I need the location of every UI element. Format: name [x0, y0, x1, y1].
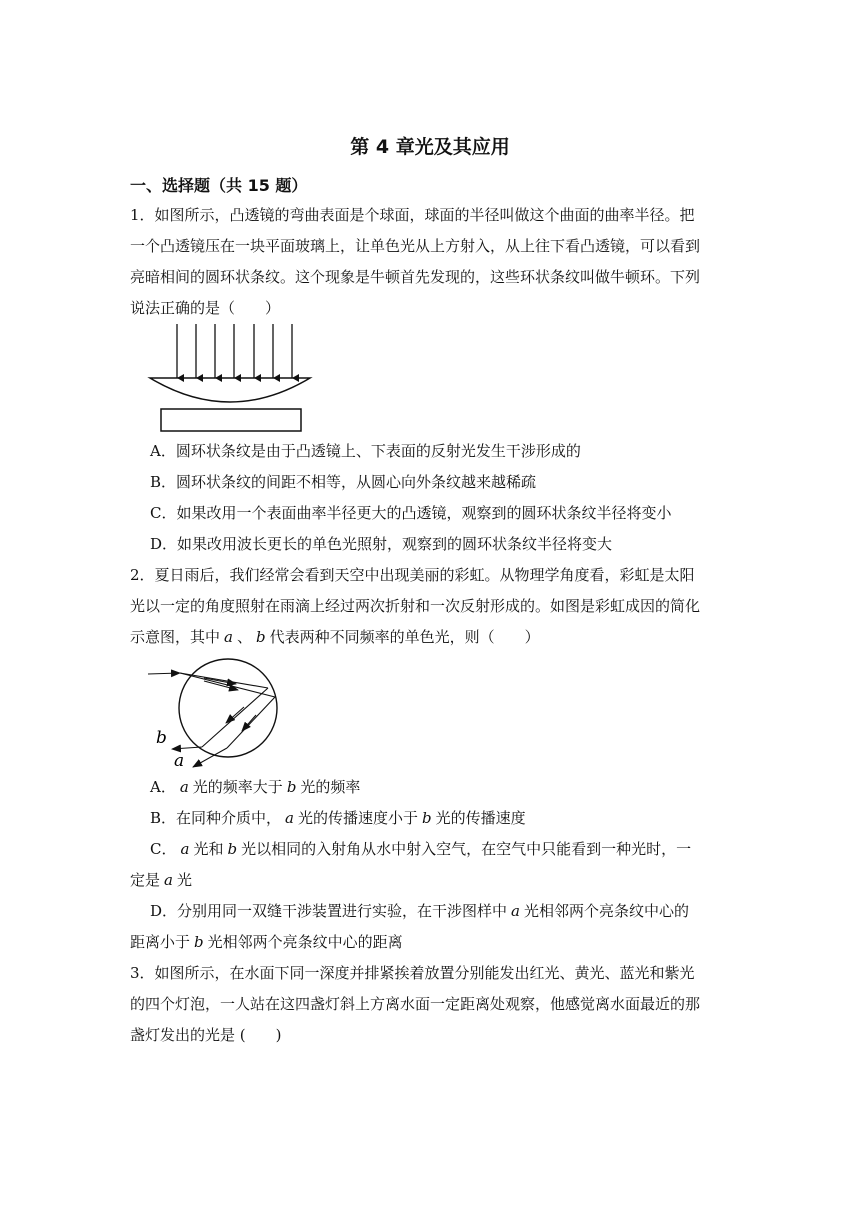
rainbow-raindrop-figure [144, 657, 304, 772]
q2-text: 示意图，其中 [130, 628, 221, 646]
question-1-line: 亮暗相间的圆环状条纹。这个现象是牛顿首先发现的，这些环状条纹叫做牛顿环。下列 [130, 268, 701, 286]
question-2-line: 2．夏日雨后，我们经常会看到天空中出现美丽的彩虹。从物理学角度看，彩虹是太阳 [130, 566, 695, 584]
variable-a: a [285, 809, 294, 827]
question-1-option-b: B．圆环状条纹的间距不相等，从圆心向外条纹越来越稀疏 [150, 473, 537, 491]
newton-rings-figure [146, 320, 316, 435]
q2-option-text: D．分别用同一双缝干涉装置进行实验，在干涉图样中 [150, 902, 508, 920]
question-3-line: 的四个灯泡，一人站在这四盏灯斜上方离水面一定距离处观察，他感觉离水面最近的那 [130, 995, 701, 1013]
q2-text: 、 [236, 628, 252, 646]
q2-option-text: 光以相同的入射角从水中射入空气，在空气中只能看到一种光时，一 [241, 840, 692, 858]
q2-option-text: 光相邻两个亮条纹中心的 [523, 902, 689, 920]
question-3-stem [130, 958, 730, 1051]
q2-text: 代表两种不同频率的单色光，则（ ） [269, 628, 540, 646]
variable-a: a [224, 628, 233, 646]
q2-option-text: 定是 [130, 871, 161, 889]
page-title: 第 4 章光及其应用 [350, 136, 510, 158]
raindrop-circle [179, 659, 277, 757]
question-1-stem [130, 200, 730, 324]
question-1-option-c: C．如果改用一个表面曲率半径更大的凸透镜，观察到的圆环状条纹半径将变小 [150, 504, 672, 522]
q2-option-text: 光相邻两个亮条纹中心的距离 [207, 933, 403, 951]
light-ray-paths [148, 673, 275, 767]
variable-a: a [511, 902, 520, 920]
q2-option-text: 光的频率 [300, 778, 361, 796]
variable-a: a [164, 871, 173, 889]
variable-b: b [286, 778, 297, 796]
question-2-option-d [130, 896, 730, 958]
question-2-line: 光以一定的角度照射在雨滴上经过两次折射和一次反射形成的。如图是彩虹成因的简化 [130, 597, 701, 615]
q2-option-text: 距离小于 [130, 933, 191, 951]
ray-label-b: b [156, 728, 167, 748]
question-2-stem [130, 560, 730, 653]
q2-option-text: 光的传播速度 [435, 809, 526, 827]
question-2-option-c [130, 834, 730, 896]
convex-lens-shape [150, 378, 310, 402]
q2-option-text: A． [150, 778, 176, 796]
variable-b: b [255, 628, 266, 646]
variable-a: a [179, 778, 189, 796]
q2-option-text: 光 [176, 871, 192, 889]
question-1-line: 说法正确的是（ ） [130, 299, 281, 317]
question-1-option-d: D．如果改用波长更长的单色光照射，观察到的圆环状条纹半径将变大 [150, 535, 613, 553]
variable-b: b [422, 809, 432, 827]
variable-a: a [180, 840, 190, 858]
q2-option-text: 光的频率大于 [192, 778, 283, 796]
section-heading: 一、选择题（共 15 题） [130, 176, 308, 195]
question-1-line: 一个凸透镜压在一块平面玻璃上，让单色光从上方射入，从上往下看凸透镜，可以看到 [130, 237, 701, 255]
glass-plate-shape [161, 409, 301, 431]
question-3-line: 3．如图所示，在水面下同一深度并排紧挨着放置分别能发出红光、黄光、蓝光和紫光 [130, 964, 695, 982]
question-2-line [130, 622, 730, 653]
q2-option-text: 光和 [193, 840, 224, 858]
variable-b: b [194, 933, 204, 951]
question-2-option-a [150, 772, 730, 803]
variable-b: b [227, 840, 238, 858]
q2-option-text: 光的传播速度小于 [297, 809, 418, 827]
question-1-line: 1．如图所示，凸透镜的弯曲表面是个球面，球面的半径叫做这个曲面的曲率半径。把 [130, 206, 695, 224]
q2-option-text: B．在同种介质中， [150, 809, 282, 827]
incident-light-arrows [177, 324, 292, 378]
q2-option-text: C． [150, 840, 177, 858]
question-3-line: 盏灯发出的光是 ( ) [130, 1026, 282, 1044]
question-1-option-a: A．圆环状条纹是由于凸透镜上、下表面的反射光发生干涉形成的 [150, 442, 581, 460]
question-2-option-b [150, 803, 730, 834]
ray-label-a: a [174, 751, 185, 771]
